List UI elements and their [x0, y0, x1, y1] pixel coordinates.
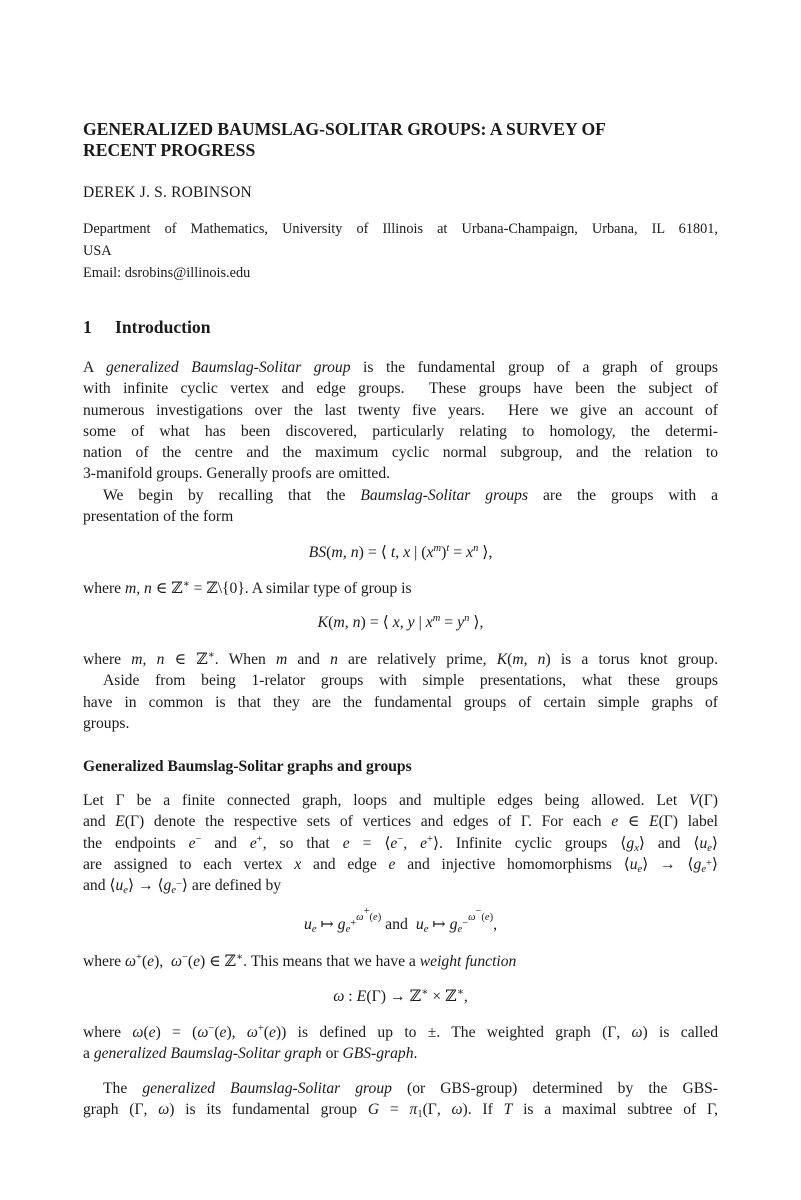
section-heading — [83, 317, 211, 338]
where-line-1: where m, n ∈ ℤ∗ = ℤ\{0}. A similar type of group is — [83, 579, 412, 597]
intro-paragraph-2: We begin by recalling that the Baumslag-Solitar groups are the groups with a presentation of the form — [83, 487, 719, 526]
equation-weight: ω : E(Γ) → ℤ∗ × ℤ∗, — [333, 987, 468, 1005]
section-number: 1 — [83, 317, 92, 337]
equation-k: K(m, n) = ⟨ x, y | $x^m = y^n$ ⟩, — [317, 613, 484, 631]
gbs-paragraph-1: Let Γ be a finite connected graph, loops and multiple edges being allowed. Let V(Γ) and E(Γ) denote the respective sets of vertices and edges of Γ. For each e ∈ E(Γ) label the endpoints e− and e+, so that e = ⟨e−, e+⟩. Infinite cyclic groups $⟨g_x⟩$ and $⟨u_e⟩$ are assigned to each vertex x and edge e and injective homomorphisms $⟨u_e⟩$ → $⟨g_{e^+}⟩$ and $⟨u_e⟩$ → $⟨g_{e^-}⟩$ are defined by — [83, 792, 719, 897]
section-title: Introduction — [115, 317, 211, 337]
equation-bs: BS(m, n) = ⟨ t, x | $(x^m)^t = x^n$ ⟩, — [308, 543, 493, 561]
gbs-paragraph-2: where ω(e) = (ω−(e), ω+(e)) is defined up to ±. The weighted graph (Γ, ω) is called a generalized Baumslag-Solitar graph or GBS-graph. — [83, 1023, 718, 1063]
affiliation-line-1: Department of Mathematics, University of Illinois at Urbana-Champaign, Urbana, IL 61801, — [83, 221, 718, 237]
equation-maps: $u_e$ ↦ $g_{e^+}^{\omega^+(e)}$ and $u_e$ ↦ $g_{e^-}^{\omega^-(e)}$, — [303, 906, 498, 935]
title-line-2: RECENT PROGRESS — [83, 140, 256, 160]
intro-paragraph-1: A generalized Baumslag-Solitar group is the fundamental group of a graph of groups with infinite cyclic vertex and edge groups. These groups have been the subject of numerous investigations over the last twenty five years. Here we give an account of some of what has been discovered, particularly relating to homology, the determi- nation of the centre and the maximum cyclic normal subgroup, and the relation to 3-manifold groups. Generally proofs are omitted. — [83, 359, 718, 483]
paper-title — [83, 119, 718, 161]
email: Email: dsrobins@illinois.edu — [83, 265, 251, 281]
weight-line: where ω+(e), ω−(e) ∈ ℤ∗. This means that we have a weight function — [83, 952, 517, 970]
title-line-1: GENERALIZED BAUMSLAG-SOLITAR GROUPS: A SURVEY OF — [83, 119, 606, 139]
subsection-heading: Generalized Baumslag-Solitar graphs and groups — [83, 758, 412, 775]
author-name: DEREK J. S. ROBINSON — [83, 184, 252, 201]
gbs-paragraph-3: The generalized Baumslag-Solitar group (or GBS-group) determined by the GBS- graph (Γ, ω) is its fundamental group $G = \pi_1(\Gamma$, ω). If T is a maximal subtree of Γ, — [83, 1080, 719, 1121]
affiliation-line-2: USA — [83, 243, 112, 259]
affiliation — [83, 218, 718, 284]
intro-paragraph-3: where m, n ∈ ℤ∗. When m and n are relatively prime, K(m, n) is a torus knot group. Aside from being 1-relator groups with simple presentations, what these groups have in common is that they are the fundamental groups of certain simple graphs of groups. — [83, 650, 718, 732]
